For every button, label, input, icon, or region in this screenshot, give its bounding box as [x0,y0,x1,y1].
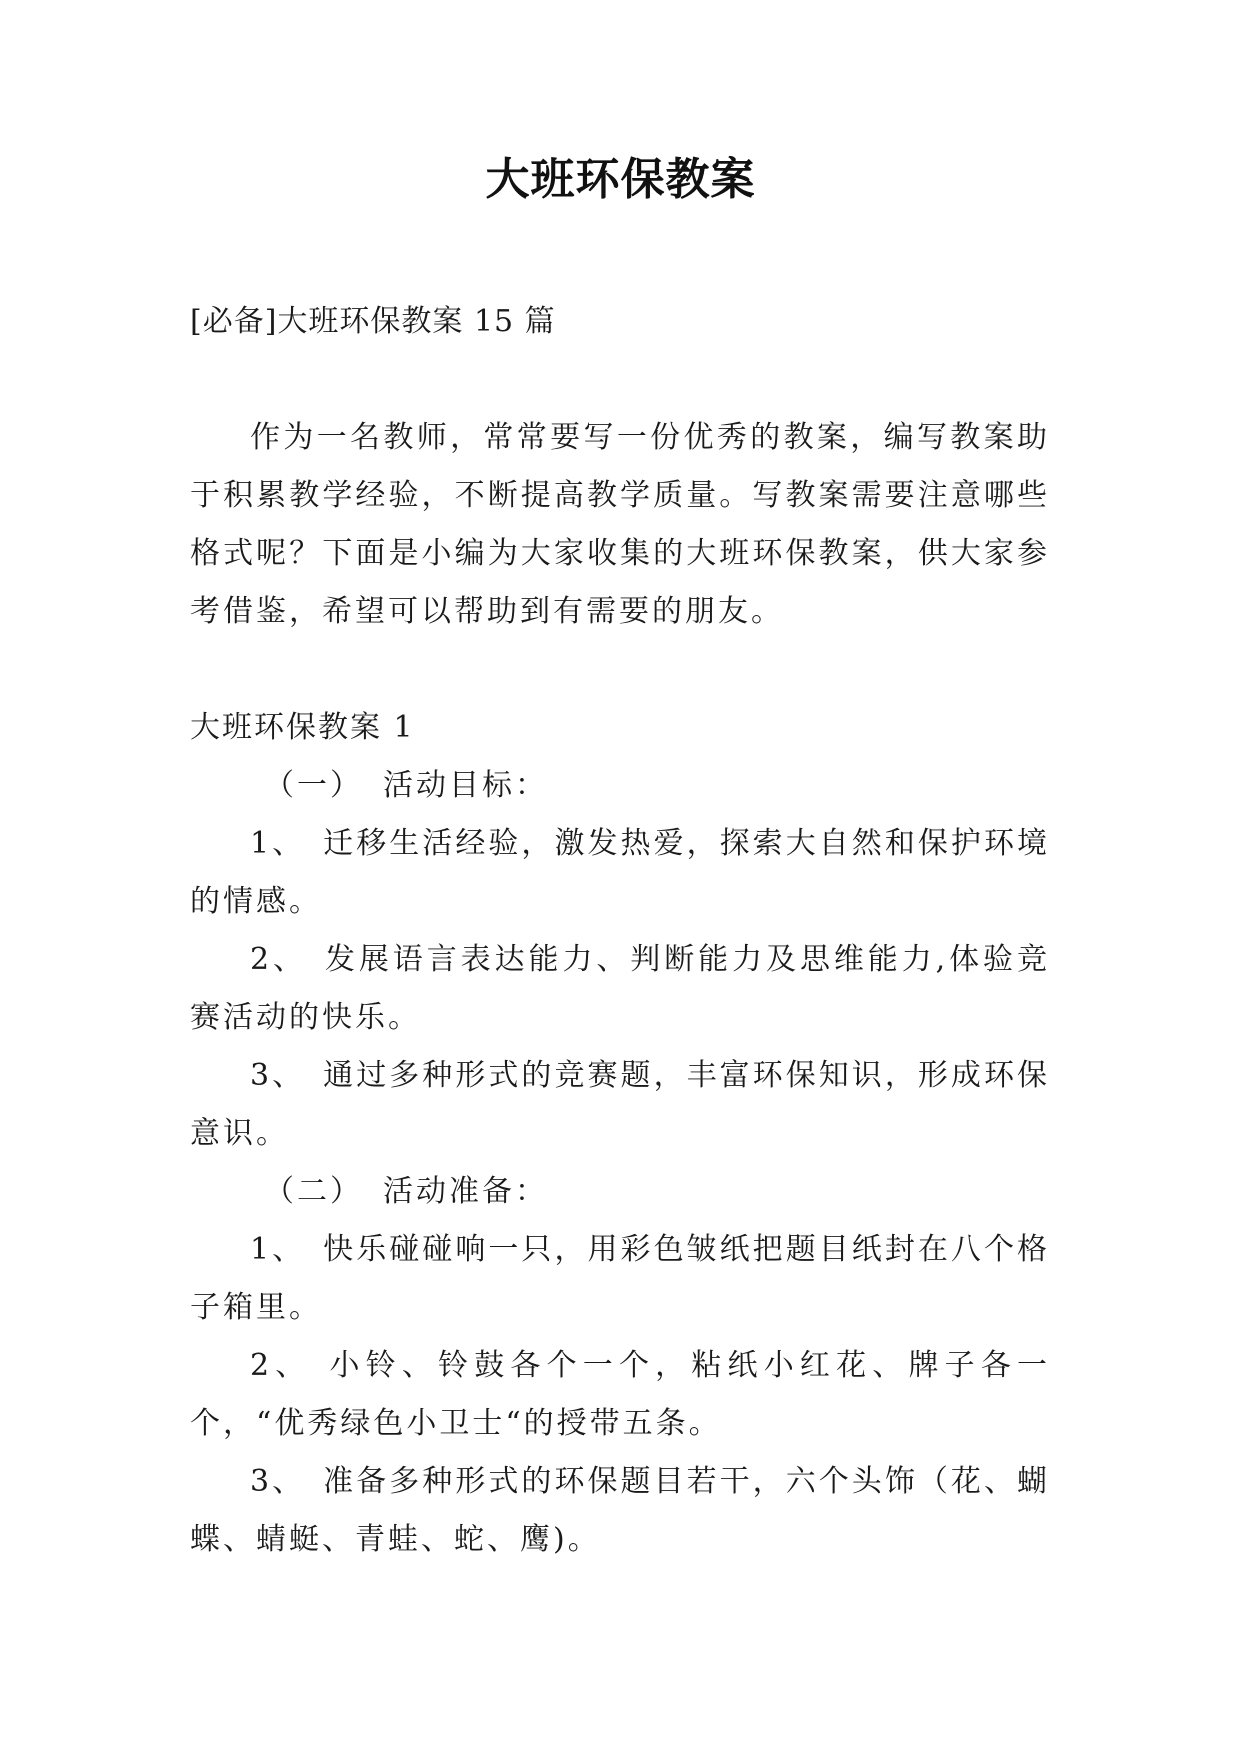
goal-item [190,815,1050,931]
prep-item-number: 2、 [250,1348,312,1383]
prep-item-number: 1、 [250,1232,306,1267]
goal-item-text: 迁移生活经验，激发热爱，探索大自然和保护环境的情感。 [190,826,1050,919]
document-subtitle: [必备]大班环保教案 15 篇 [190,304,556,339]
goal-item-number: 1、 [250,826,306,861]
document-title: 大班环保教案 [485,154,756,205]
goals-heading [190,757,1050,815]
prep-item-text: 小铃、铃鼓各个一个，粘纸小红花、牌子各一个，“优秀绿色小卫士“的授带五条。 [190,1348,1051,1441]
prep-item [190,1453,1050,1569]
prep-heading [190,1163,1050,1221]
goal-item [190,931,1050,1047]
goal-item-text: 发展语言表达能力、判断能力及思维能力,体验竞赛活动的快乐。 [190,942,1050,1035]
goal-item-text: 通过多种形式的竞赛题，丰富环保知识，形成环保意识。 [190,1058,1050,1151]
intro-paragraph: 作为一名教师，常常要写一份优秀的教案，编写教案助于积累教学经验，不断提高教学质量。写教案需要注意哪些格式呢？下面是小编为大家收集的大班环保教案，供大家参考借鉴，希望可以帮助到有需要的朋友。 [190,420,1050,629]
goal-item [190,1047,1050,1163]
prep-item-number: 3、 [250,1464,306,1499]
goals-label: 活动目标： [383,768,548,803]
goal-item-number: 3、 [250,1058,306,1093]
section-title: 大班环保教案 1 [190,710,415,745]
prep-item-text: 准备多种形式的环保题目若干，六个头饰（花、蝴蝶、蜻蜓、青蛙、蛇、鹰)。 [190,1464,1050,1557]
goal-item-number: 2、 [250,942,307,977]
prep-item [190,1337,1050,1453]
prep-label: 活动准备： [383,1174,548,1209]
prep-item-text: 快乐碰碰响一只，用彩色皱纸把题目纸封在八个格子箱里。 [190,1232,1050,1325]
document-body [190,293,1050,1569]
prep-marker: （二） [264,1174,363,1209]
goals-marker: （一） [264,768,363,803]
prep-item [190,1221,1050,1337]
